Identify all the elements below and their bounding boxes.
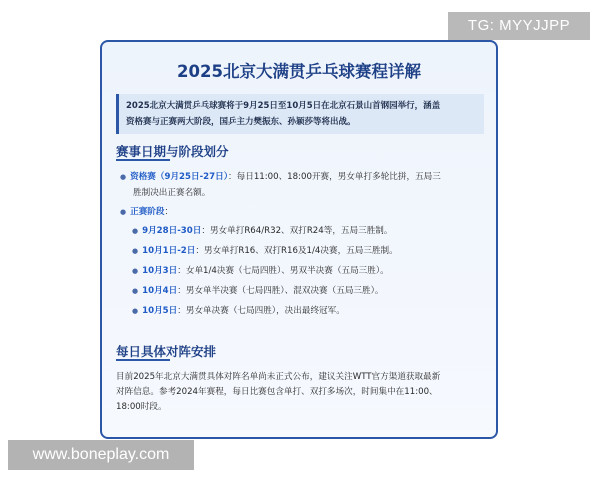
schedule-text: ：男女单决赛（七局四胜），决出最终冠军。: [177, 306, 345, 316]
list-item-main-stage: [120, 204, 173, 220]
section-underline: [116, 159, 170, 161]
section-title-daily-text: 每日具体对阵安排: [116, 344, 217, 359]
schedule-text: ：男女单打R64/R32、双打R24等，五局三胜制。: [201, 226, 393, 236]
schedule-date: 10月3日: [142, 266, 178, 276]
schedule-card: [100, 40, 498, 439]
bullet-icon: ●: [132, 227, 139, 235]
schedule-date: 9月28日-30日: [142, 226, 202, 236]
para-line-2: 对阵信息。参考2024年赛程，每日比赛包含单打、双打多场次，时间集中在11:00、: [116, 387, 438, 397]
qualifier-label: 资格赛（9月25日-27日）: [130, 172, 229, 182]
list-item-qualifier: [120, 169, 441, 185]
main-stage-colon: ：: [164, 207, 174, 217]
para-line-1: 目前2025年北京大满贯具体对阵名单尚未正式公布，建议关注WTT官方渠道获取最新: [116, 372, 441, 382]
section-underline: [116, 359, 170, 361]
schedule-date: 10月4日: [142, 286, 178, 296]
schedule-row: [132, 303, 345, 319]
section-title-dates-text: 赛事日期与阶段划分: [116, 144, 229, 159]
section-title-dates: [116, 142, 229, 160]
schedule-text: ：男女单打R16、双打R16及1/4决赛，五局三胜制。: [195, 246, 398, 256]
watermark-top-right: TG: MYYJJPP: [448, 12, 590, 40]
bullet-icon: ●: [132, 307, 139, 315]
watermark-bottom-left: www.boneplay.com: [8, 440, 194, 470]
card-title: 2025北京大满贯乒乓球赛程详解: [177, 62, 421, 81]
intro-box: [116, 94, 484, 134]
bullet-icon: ●: [132, 247, 139, 255]
section-title-daily: [116, 342, 216, 360]
bullet-icon: ●: [120, 208, 127, 216]
schedule-row: [132, 283, 384, 299]
daily-paragraph: [116, 370, 488, 415]
intro-line-1: 2025北京大满贯乒乓球赛将于9月25日至10月5日在北京石景山首钢园举行，涵盖: [126, 101, 441, 111]
qualifier-text-1: ：每日11:00、18:00开赛，男女单打多轮比拼，五局三: [228, 172, 441, 182]
schedule-row: [132, 223, 392, 239]
bullet-icon: ●: [132, 287, 139, 295]
main-stage-label: 正赛阶段: [130, 207, 165, 217]
para-line-3: 18:00时段。: [116, 402, 167, 412]
schedule-row: [132, 263, 389, 279]
bullet-icon: ●: [132, 267, 139, 275]
schedule-date: 10月1日-2日: [142, 246, 196, 256]
intro-line-2: 资格赛与正赛两大阶段，国乒主力樊振东、孙颖莎等将出战。: [126, 117, 356, 127]
qualifier-text-2: 胜制决出正赛名额。: [133, 188, 211, 198]
schedule-text: ：男女单半决赛（七局四胜）、混双决赛（五局三胜）。: [177, 286, 384, 296]
bullet-icon: ●: [120, 173, 127, 181]
schedule-date: 10月5日: [142, 306, 178, 316]
schedule-row: [132, 243, 398, 259]
schedule-text: ：女单1/4决赛（七局四胜）、男双半决赛（五局三胜）。: [177, 266, 389, 276]
